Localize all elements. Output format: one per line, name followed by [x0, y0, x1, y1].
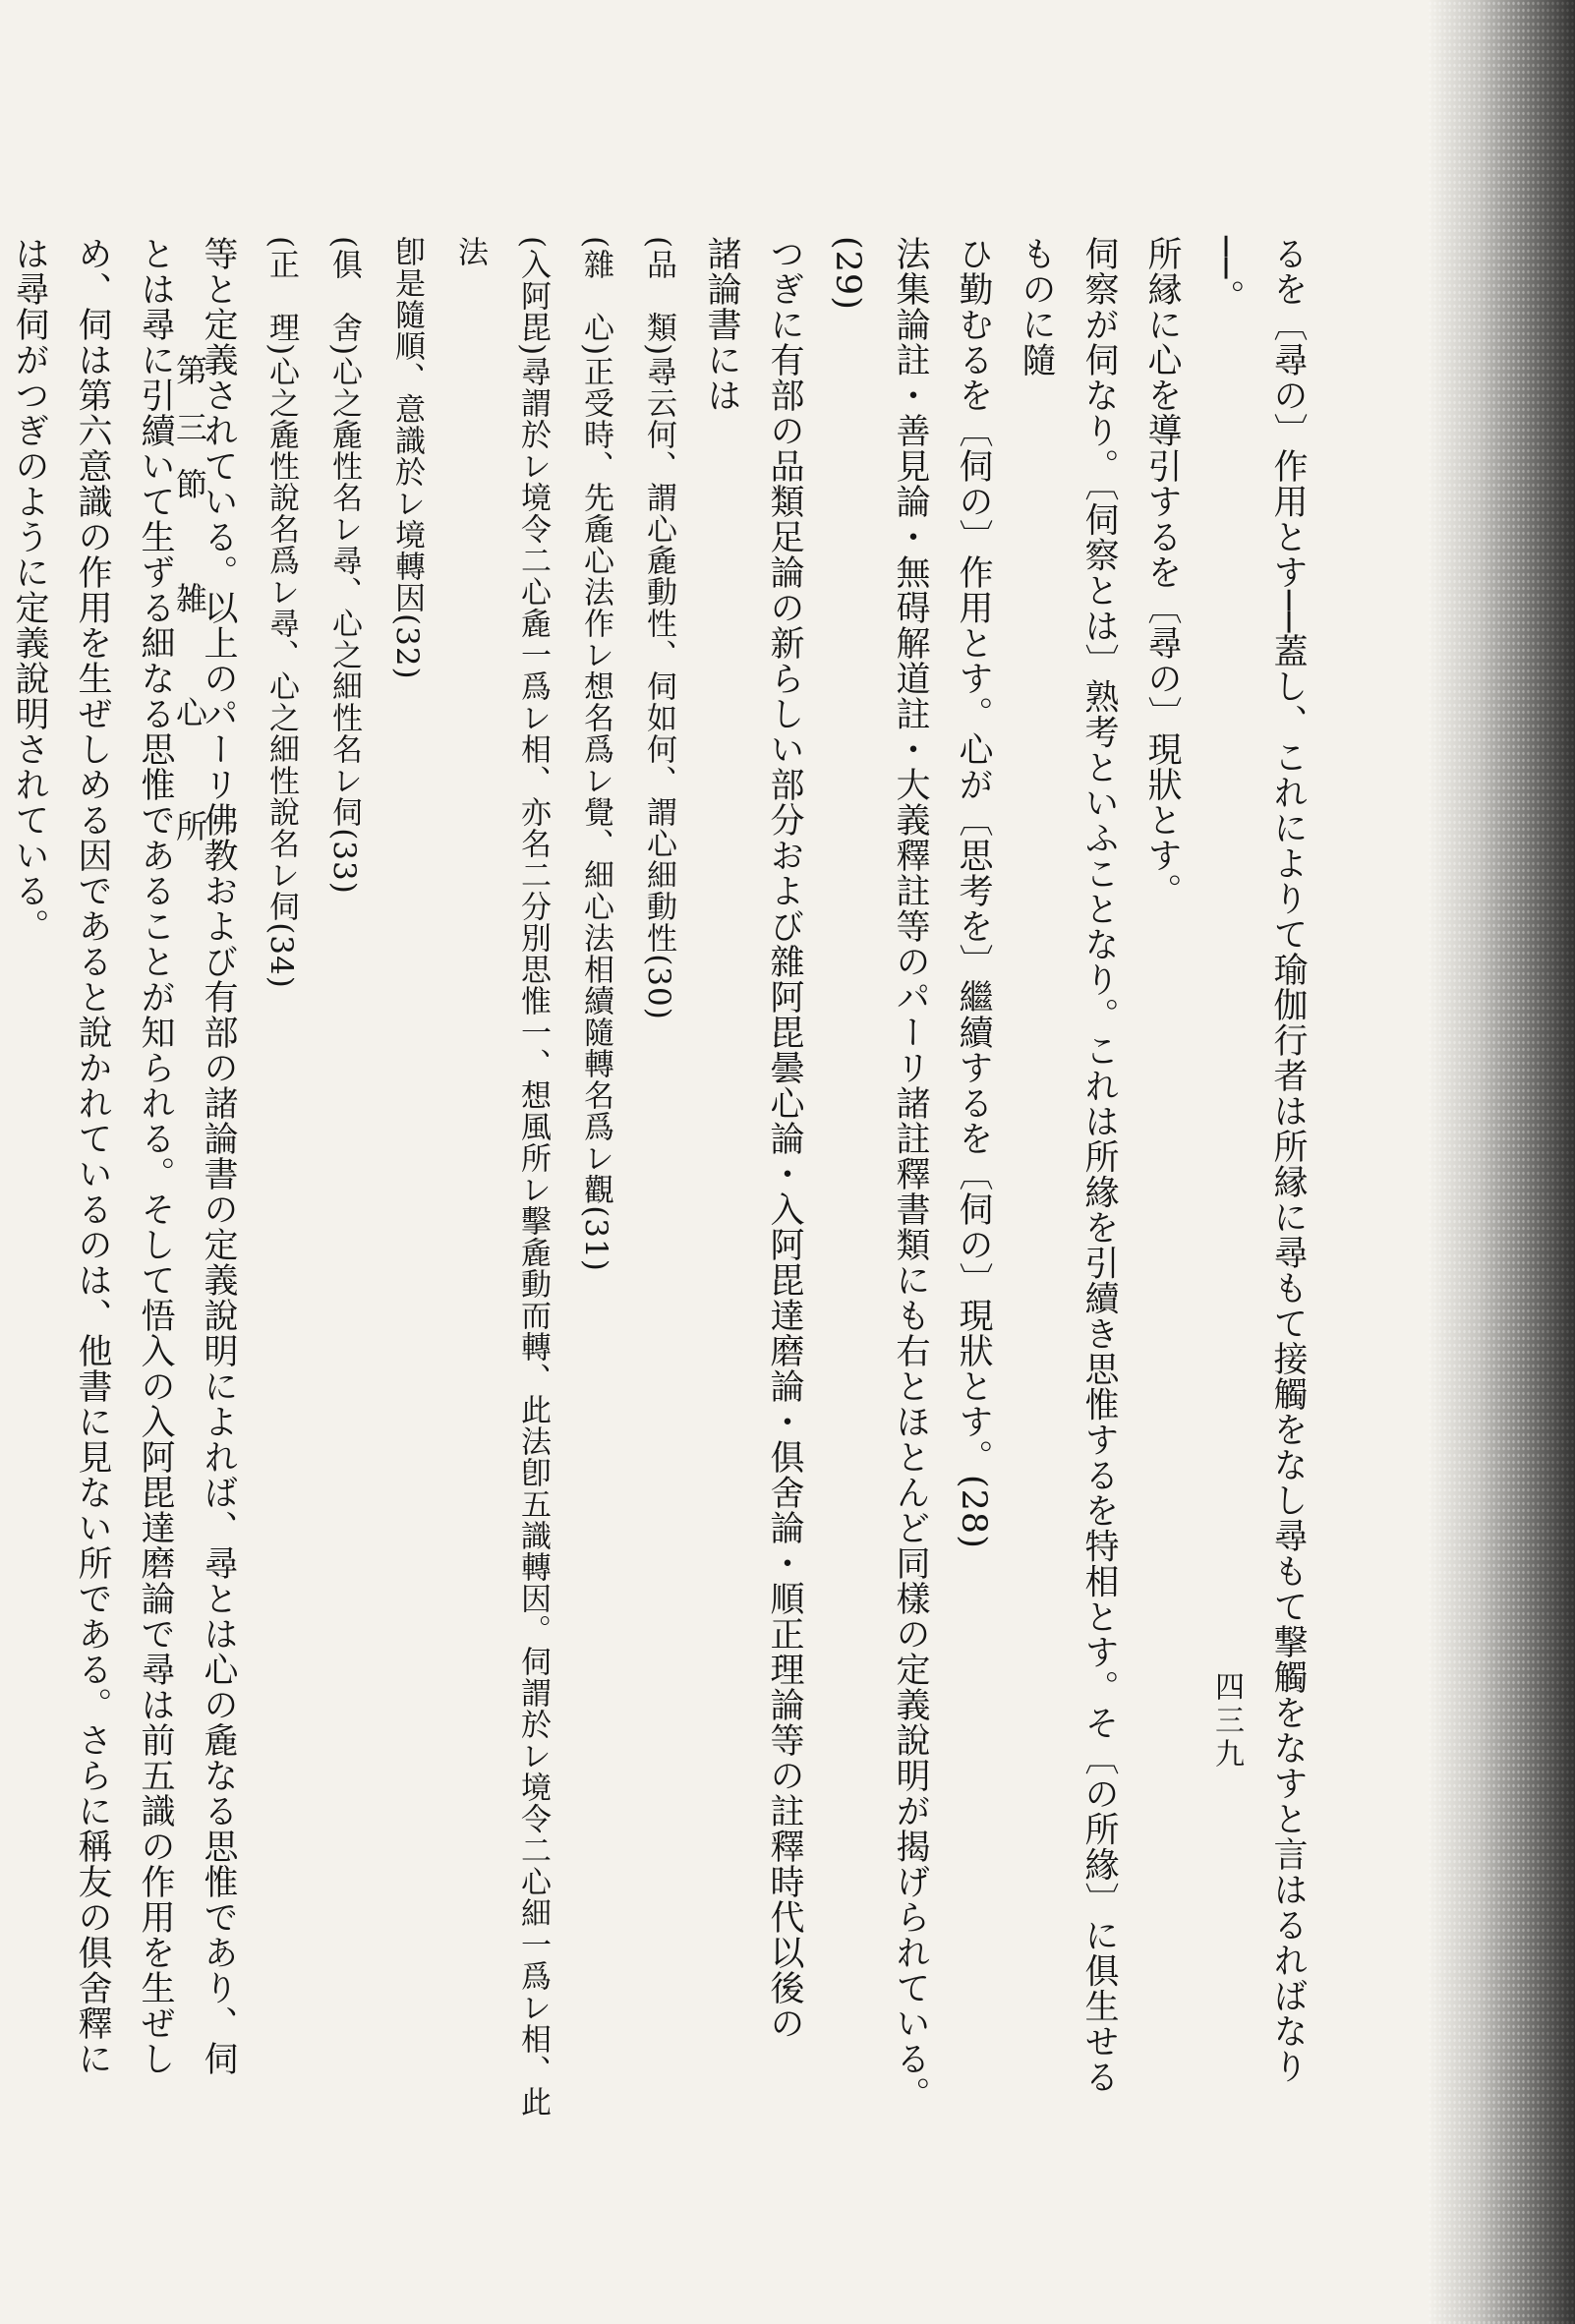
- line-9: とは尋に引續いて生ずる細なる思惟であることが知られる。そして悟入の入阿毘達磨論で尋は前五識の作用を生ぜし: [136, 236, 175, 2076]
- line-6: つぎに有部の品類足論の新らしい部分および雜阿毘曇心論・入阿毘達磨論・俱舍論・順正理論等の註釋時代以後の: [765, 236, 804, 2041]
- quote-ruapi-2: 卽是隨順、意識於レ境轉因(32): [389, 236, 425, 680]
- quote-pinrui: (品 類)尋云何、謂心麁動性、伺如何、謂心細動性(30): [641, 236, 676, 1020]
- quote-shori: (正 理)心之麁性說名爲レ尋、心之細性說名レ伺(34): [263, 236, 299, 989]
- section-title: 第三節 雑 心 所: [171, 354, 208, 867]
- scan-shadow: [1428, 0, 1575, 2324]
- line-2: 所縁に心を導引するを〔尋の〕現狀とす。: [1142, 236, 1182, 908]
- quote-kusha: (俱 舍)心之麁性名レ尋、心之細性名レ伺(33): [326, 236, 362, 895]
- line-3: 伺察が伺なり。〔伺察とは〕熟考といふことなり。これは所緣を引續き思惟するを特相とす。そ〔の所緣〕に俱生せるものに隨: [1017, 236, 1119, 2095]
- quote-ruapi-1: (入阿毘)尋謂於レ境令二心麁一爲レ相、亦名二分別思惟一、想風所レ擊麁動而轉、此法卽五識轉因。伺謂於レ境令二心細一爲レ相、此法: [452, 236, 551, 2119]
- quote-zaxin: (雜 心)正受時、先麁心法作レ想名爲レ覺、細心法相續隨轉名爲レ觀(31): [578, 236, 613, 1272]
- line-11: は尋伺がつぎのように定義說明されている。: [10, 236, 49, 944]
- line-1: るを〔尋の〕作用とす──蓋し、これによりて瑜伽行者は所縁に尋もて接觸をなし尋もて撃觸をなすと言はるればなり──。: [1205, 236, 1308, 2085]
- line-5: 法集論註・善見論・無碍解道註・大義釋註等のパーリ諸註釋書類にも右とほとんど同樣の定義說明が揭げられている。(29): [828, 236, 930, 2112]
- page-number: 四三九: [1209, 1671, 1244, 1772]
- line-4: ひ勤むるを〔伺の〕作用とす。心が〔思考を〕繼續するを〔伺の〕現狀とす。(28): [954, 236, 993, 1549]
- line-8: 等と定義されている。以上のパーリ佛教および有部の諸論書の定義說明によれば、尋とは心の麁なる思惟であり、伺: [199, 236, 238, 2076]
- line-10: め、伺は第六意識の作用を生ぜしめる因であると說かれているのは、他書に見ない所である。さらに稱友の俱舍釋に: [73, 236, 112, 2076]
- line-7: 諸論書には: [702, 236, 741, 413]
